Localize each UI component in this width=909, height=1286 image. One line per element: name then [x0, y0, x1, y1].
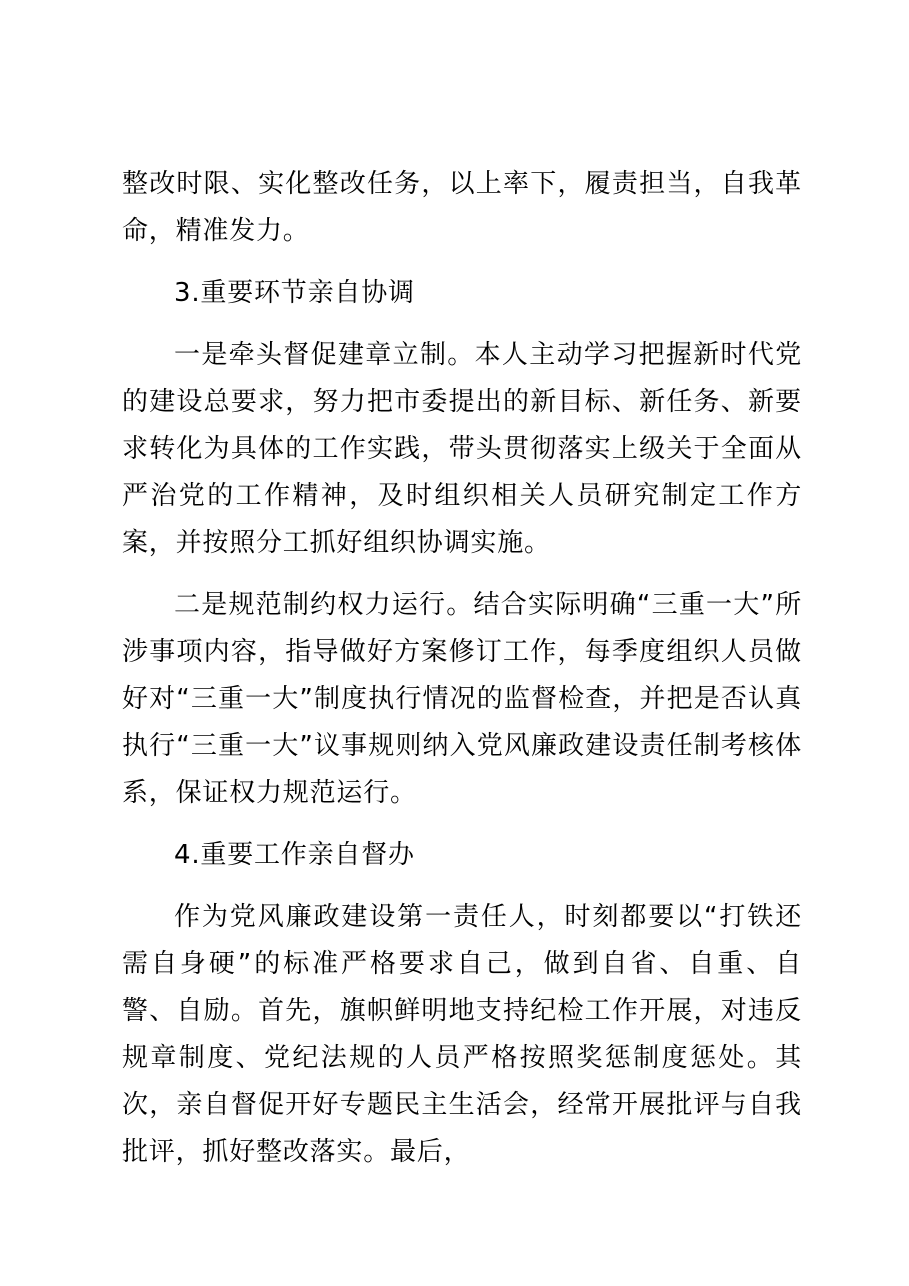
paragraph-power-regulation: 二是规范制约权力运行。结合实际明确“三重一大”所涉事项内容，指导做好方案修订工作，每季度组织人员做好对“三重一大”制度执行情况的监督检查，并把是否认真执行“三重一大”议事规则纳入党风廉政建设责任制考核体系，保证权力规范运行。	[122, 590, 802, 808]
paragraph-continuation: 整改时限、实化整改任务，以上率下，履责担当，自我革命，精准发力。	[122, 169, 802, 246]
paragraph-supervision: 作为党风廉政建设第一责任人，时刻都要以“打铁还需自身硬”的标准严格要求自己，做到自省、自重、自警、自励。首先，旗帜鲜明地支持纪检工作开展，对违反规章制度、党纪法规的人员严格按照奖惩制度惩处。其次，亲自督促开好专题民主生活会，经常开展批评与自我批评，抓好整改落实。最后，	[122, 902, 802, 1167]
document-body	[122, 161, 802, 1191]
paragraph-rules-building: 一是牵头督促建章立制。本人主动学习把握新时代党的建设总要求，努力把市委提出的新目标、新任务、新要求转化为具体的工作实践，带头贯彻落实上级关于全面从严治党的工作精神，及时组织相关人员研究制定工作方案，并按照分工抓好组织协调实施。	[122, 340, 802, 558]
section-heading-4: 4.重要工作亲自督办	[174, 840, 415, 870]
section-heading-3: 3.重要环节亲自协调	[174, 278, 415, 308]
